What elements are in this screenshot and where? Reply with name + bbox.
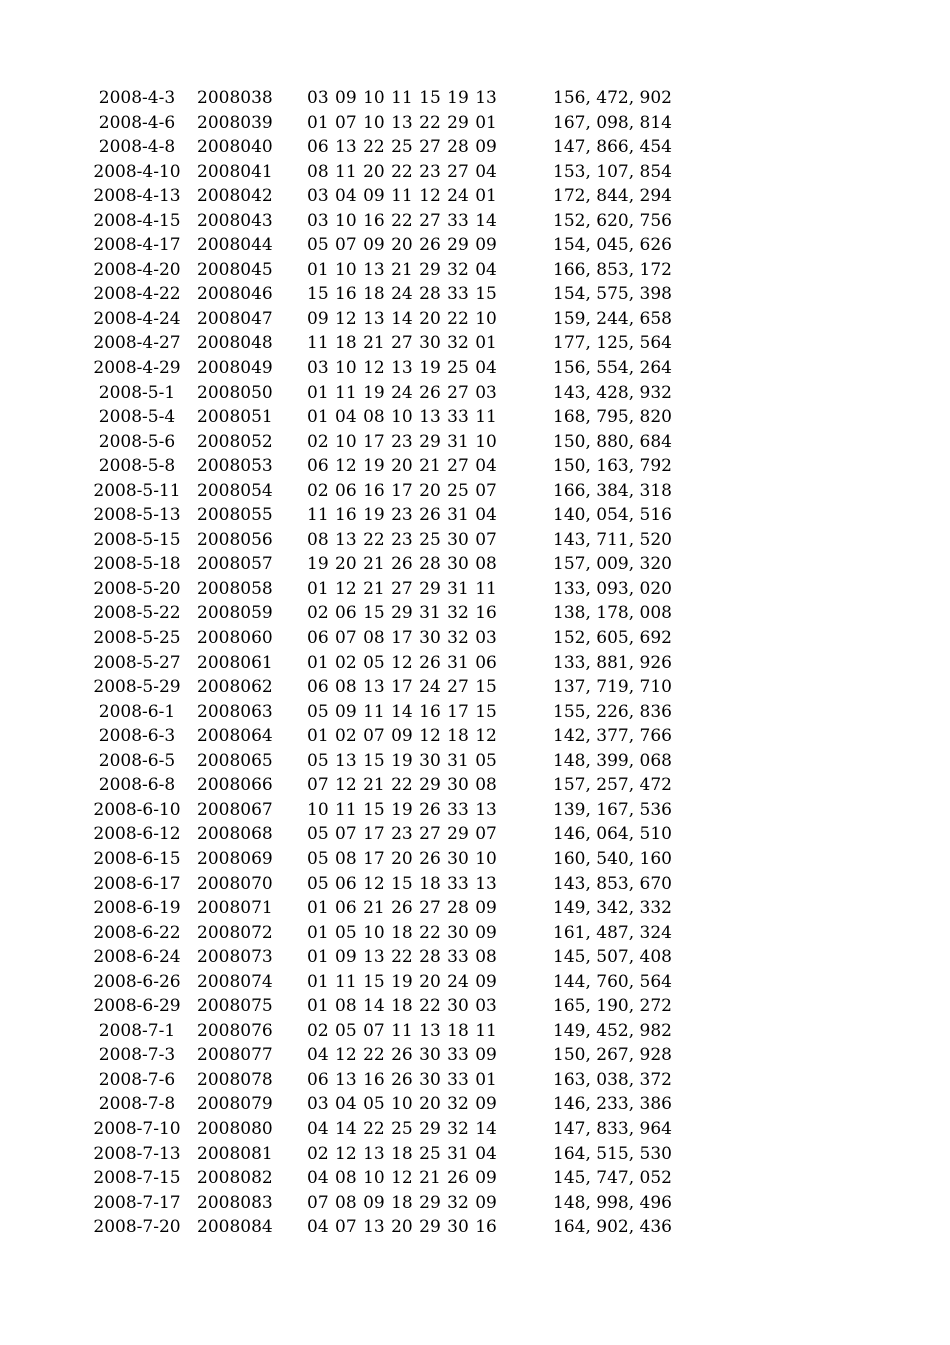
table-row [0,994,950,1019]
table-row [0,282,950,307]
date-cell: 2008-4-27 [93,333,181,354]
sales-amount-cell: 152, 605, 692 [553,628,672,649]
date-cell: 2008-4-17 [93,235,181,256]
winning-numbers-cell: 03 04 05 10 20 32 09 [307,1094,497,1115]
date-cell: 2008-4-6 [98,112,176,133]
sales-amount-cell: 150, 880, 684 [553,431,672,452]
date-cell: 2008-7-3 [98,1045,176,1066]
issue-number-cell: 2008077 [197,1045,273,1066]
table-row [0,675,950,700]
winning-numbers-cell: 08 11 20 22 23 27 04 [307,161,497,182]
date-cell: 2008-6-1 [98,701,176,722]
table-row [0,430,950,455]
table-row [0,233,950,258]
sales-amount-cell: 157, 009, 320 [553,554,672,575]
winning-numbers-cell: 10 11 15 19 26 33 13 [307,799,497,820]
winning-numbers-cell: 02 06 15 29 31 32 16 [307,603,497,624]
sales-amount-cell: 172, 844, 294 [553,186,672,207]
winning-numbers-cell: 03 10 16 22 27 33 14 [307,210,497,231]
issue-number-cell: 2008078 [197,1069,273,1090]
issue-number-cell: 2008072 [197,922,273,943]
issue-number-cell: 2008061 [197,652,273,673]
winning-numbers-cell: 06 13 16 26 30 33 01 [307,1069,497,1090]
table-row [0,381,950,406]
table-row [0,552,950,577]
table-row [0,258,950,283]
sales-amount-cell: 147, 866, 454 [553,137,672,158]
issue-number-cell: 2008066 [197,775,273,796]
date-cell: 2008-6-26 [93,971,181,992]
table-row [0,454,950,479]
winning-numbers-cell: 01 08 14 18 22 30 03 [307,996,497,1017]
table-row [0,773,950,798]
date-cell: 2008-7-13 [93,1143,181,1164]
sales-amount-cell: 147, 833, 964 [553,1118,672,1139]
winning-numbers-cell: 02 10 17 23 29 31 10 [307,431,497,452]
issue-number-cell: 2008053 [197,456,273,477]
table-row [0,651,950,676]
issue-number-cell: 2008059 [197,603,273,624]
winning-numbers-cell: 08 13 22 23 25 30 07 [307,529,497,550]
table-row [0,700,950,725]
winning-numbers-cell: 19 20 21 26 28 30 08 [307,554,497,575]
table-row [0,1142,950,1167]
date-cell: 2008-4-15 [93,210,181,231]
issue-number-cell: 2008069 [197,848,273,869]
date-cell: 2008-6-15 [93,848,181,869]
winning-numbers-cell: 11 16 19 23 26 31 04 [307,505,497,526]
winning-numbers-cell: 05 06 12 15 18 33 13 [307,873,497,894]
date-cell: 2008-6-3 [98,726,176,747]
date-cell: 2008-4-3 [98,88,176,108]
issue-number-cell: 2008083 [197,1192,273,1213]
winning-numbers-cell: 04 12 22 26 30 33 09 [307,1045,497,1066]
date-cell: 2008-5-18 [93,554,181,575]
winning-numbers-cell: 06 08 13 17 24 27 15 [307,677,497,698]
sales-amount-cell: 154, 045, 626 [553,235,672,256]
table-row [0,503,950,528]
issue-number-cell: 2008074 [197,971,273,992]
sales-amount-cell: 152, 620, 756 [553,210,672,231]
sales-amount-cell: 157, 257, 472 [553,775,672,796]
winning-numbers-cell: 06 07 08 17 30 32 03 [307,628,497,649]
issue-number-cell: 2008043 [197,210,273,231]
sales-amount-cell: 160, 540, 160 [553,848,672,869]
sales-amount-cell: 146, 064, 510 [553,824,672,845]
sales-amount-cell: 144, 760, 564 [553,971,672,992]
sales-amount-cell: 177, 125, 564 [553,333,672,354]
date-cell: 2008-4-20 [93,259,181,280]
date-cell: 2008-6-17 [93,873,181,894]
date-cell: 2008-6-8 [98,775,176,796]
date-cell: 2008-4-13 [93,186,181,207]
date-cell: 2008-6-29 [93,996,181,1017]
issue-number-cell: 2008082 [197,1168,273,1189]
winning-numbers-cell: 05 09 11 14 16 17 15 [307,701,497,722]
date-cell: 2008-4-8 [98,137,176,158]
winning-numbers-cell: 04 14 22 25 29 32 14 [307,1118,497,1139]
table-row [0,822,950,847]
issue-number-cell: 2008076 [197,1020,273,1041]
date-cell: 2008-5-22 [93,603,181,624]
date-cell: 2008-5-6 [98,431,176,452]
winning-numbers-cell: 01 11 19 24 26 27 03 [307,382,497,403]
winning-numbers-cell: 02 06 16 17 20 25 07 [307,480,497,501]
table-row [0,626,950,651]
issue-number-cell: 2008058 [197,578,273,599]
issue-number-cell: 2008045 [197,259,273,280]
table-row [0,135,950,160]
winning-numbers-cell: 05 07 09 20 26 29 09 [307,235,497,256]
winning-numbers-cell: 07 08 09 18 29 32 09 [307,1192,497,1213]
sales-amount-cell: 164, 515, 530 [553,1143,672,1164]
winning-numbers-cell: 02 12 13 18 25 31 04 [307,1143,497,1164]
table-row [0,1215,950,1240]
issue-number-cell: 2008070 [197,873,273,894]
date-cell: 2008-5-11 [93,480,181,501]
issue-number-cell: 2008041 [197,161,273,182]
sales-amount-cell: 140, 054, 516 [553,505,672,526]
issue-number-cell: 2008047 [197,308,273,329]
sales-amount-cell: 164, 902, 436 [553,1217,672,1238]
winning-numbers-cell: 01 02 05 12 26 31 06 [307,652,497,673]
date-cell: 2008-5-1 [98,382,176,403]
sales-amount-cell: 153, 107, 854 [553,161,672,182]
sales-amount-cell: 150, 267, 928 [553,1045,672,1066]
table-row [0,86,950,111]
sales-amount-cell: 148, 998, 496 [553,1192,672,1213]
issue-number-cell: 2008073 [197,947,273,968]
table-row [0,577,950,602]
date-cell: 2008-6-10 [93,799,181,820]
sales-amount-cell: 168, 795, 820 [553,407,672,428]
issue-number-cell: 2008062 [197,677,273,698]
issue-number-cell: 2008060 [197,628,273,649]
winning-numbers-cell: 01 07 10 13 22 29 01 [307,112,497,133]
issue-number-cell: 2008042 [197,186,273,207]
date-cell: 2008-4-29 [93,358,181,379]
sales-amount-cell: 145, 747, 052 [553,1168,672,1189]
sales-amount-cell: 165, 190, 272 [553,996,672,1017]
issue-number-cell: 2008050 [197,382,273,403]
issue-number-cell: 2008056 [197,529,273,550]
winning-numbers-cell: 03 09 10 11 15 19 13 [307,88,497,108]
date-cell: 2008-7-8 [98,1094,176,1115]
date-cell: 2008-6-24 [93,947,181,968]
issue-number-cell: 2008049 [197,358,273,379]
date-cell: 2008-5-8 [98,456,176,477]
table-row [0,1166,950,1191]
date-cell: 2008-6-19 [93,898,181,919]
sales-amount-cell: 149, 452, 982 [553,1020,672,1041]
winning-numbers-cell: 01 02 07 09 12 18 12 [307,726,497,747]
sales-amount-cell: 133, 881, 926 [553,652,672,673]
winning-numbers-cell: 01 09 13 22 28 33 08 [307,947,497,968]
table-row [0,1019,950,1044]
winning-numbers-cell: 15 16 18 24 28 33 15 [307,284,497,305]
sales-amount-cell: 159, 244, 658 [553,308,672,329]
date-cell: 2008-4-22 [93,284,181,305]
winning-numbers-cell: 01 11 15 19 20 24 09 [307,971,497,992]
issue-number-cell: 2008038 [197,88,273,108]
table-row [0,307,950,332]
winning-numbers-cell: 02 05 07 11 13 18 11 [307,1020,497,1041]
winning-numbers-cell: 04 07 13 20 29 30 16 [307,1217,497,1238]
issue-number-cell: 2008051 [197,407,273,428]
winning-numbers-cell: 05 08 17 20 26 30 10 [307,848,497,869]
table-row [0,405,950,430]
date-cell: 2008-5-15 [93,529,181,550]
sales-amount-cell: 139, 167, 536 [553,799,672,820]
date-cell: 2008-7-1 [98,1020,176,1041]
table-row [0,331,950,356]
winning-numbers-cell: 01 04 08 10 13 33 11 [307,407,497,428]
table-row [0,184,950,209]
date-cell: 2008-7-15 [93,1168,181,1189]
issue-number-cell: 2008052 [197,431,273,452]
winning-numbers-cell: 01 10 13 21 29 32 04 [307,259,497,280]
table-row [0,479,950,504]
sales-amount-cell: 137, 719, 710 [553,677,672,698]
sales-amount-cell: 166, 853, 172 [553,259,672,280]
table-row [0,1117,950,1142]
table-row [0,896,950,921]
sales-amount-cell: 142, 377, 766 [553,726,672,747]
sales-amount-cell: 155, 226, 836 [553,701,672,722]
sales-amount-cell: 148, 399, 068 [553,750,672,771]
sales-amount-cell: 163, 038, 372 [553,1069,672,1090]
sales-amount-cell: 133, 093, 020 [553,578,672,599]
table-row [0,209,950,234]
sales-amount-cell: 143, 428, 932 [553,382,672,403]
issue-number-cell: 2008057 [197,554,273,575]
sales-amount-cell: 156, 554, 264 [553,358,672,379]
issue-number-cell: 2008079 [197,1094,273,1115]
winning-numbers-cell: 01 12 21 27 29 31 11 [307,578,497,599]
date-cell: 2008-4-10 [93,161,181,182]
issue-number-cell: 2008048 [197,333,273,354]
issue-number-cell: 2008084 [197,1217,273,1238]
table-row [0,356,950,381]
winning-numbers-cell: 09 12 13 14 20 22 10 [307,308,497,329]
issue-number-cell: 2008054 [197,480,273,501]
issue-number-cell: 2008080 [197,1118,273,1139]
table-row [0,847,950,872]
issue-number-cell: 2008039 [197,112,273,133]
sales-amount-cell: 161, 487, 324 [553,922,672,943]
sales-amount-cell: 150, 163, 792 [553,456,672,477]
winning-numbers-cell: 11 18 21 27 30 32 01 [307,333,497,354]
date-cell: 2008-5-20 [93,578,181,599]
lottery-results-sheet [0,86,950,1240]
date-cell: 2008-5-29 [93,677,181,698]
date-cell: 2008-7-6 [98,1069,176,1090]
date-cell: 2008-6-5 [98,750,176,771]
issue-number-cell: 2008081 [197,1143,273,1164]
date-cell: 2008-7-20 [93,1217,181,1238]
table-row [0,749,950,774]
table-row [0,970,950,995]
date-cell: 2008-5-13 [93,505,181,526]
winning-numbers-cell: 07 12 21 22 29 30 08 [307,775,497,796]
table-row [0,724,950,749]
table-row [0,1068,950,1093]
table-row [0,528,950,553]
sales-amount-cell: 146, 233, 386 [553,1094,672,1115]
sales-amount-cell: 156, 472, 902 [553,88,672,108]
sales-amount-cell: 138, 178, 008 [553,603,672,624]
winning-numbers-cell: 05 07 17 23 27 29 07 [307,824,497,845]
winning-numbers-cell: 06 12 19 20 21 27 04 [307,456,497,477]
winning-numbers-cell: 04 08 10 12 21 26 09 [307,1168,497,1189]
sales-amount-cell: 143, 853, 670 [553,873,672,894]
winning-numbers-cell: 06 13 22 25 27 28 09 [307,137,497,158]
date-cell: 2008-7-17 [93,1192,181,1213]
issue-number-cell: 2008065 [197,750,273,771]
issue-number-cell: 2008068 [197,824,273,845]
winning-numbers-cell: 01 06 21 26 27 28 09 [307,898,497,919]
winning-numbers-cell: 01 05 10 18 22 30 09 [307,922,497,943]
table-row [0,111,950,136]
table-row [0,872,950,897]
date-cell: 2008-7-10 [93,1118,181,1139]
sales-amount-cell: 145, 507, 408 [553,947,672,968]
table-row [0,798,950,823]
winning-numbers-cell: 03 04 09 11 12 24 01 [307,186,497,207]
table-row [0,1092,950,1117]
sales-amount-cell: 166, 384, 318 [553,480,672,501]
table-row [0,1043,950,1068]
table-row [0,921,950,946]
table-row [0,945,950,970]
issue-number-cell: 2008044 [197,235,273,256]
date-cell: 2008-5-27 [93,652,181,673]
table-row [0,160,950,185]
date-cell: 2008-6-22 [93,922,181,943]
issue-number-cell: 2008040 [197,137,273,158]
table-row [0,1191,950,1216]
table-row [0,601,950,626]
sales-amount-cell: 149, 342, 332 [553,898,672,919]
winning-numbers-cell: 03 10 12 13 19 25 04 [307,358,497,379]
issue-number-cell: 2008071 [197,898,273,919]
date-cell: 2008-6-12 [93,824,181,845]
issue-number-cell: 2008075 [197,996,273,1017]
date-cell: 2008-5-25 [93,628,181,649]
issue-number-cell: 2008055 [197,505,273,526]
issue-number-cell: 2008063 [197,701,273,722]
sales-amount-cell: 154, 575, 398 [553,284,672,305]
sales-amount-cell: 167, 098, 814 [553,112,672,133]
sales-amount-cell: 143, 711, 520 [553,529,672,550]
date-cell: 2008-4-24 [93,308,181,329]
issue-number-cell: 2008064 [197,726,273,747]
issue-number-cell: 2008067 [197,799,273,820]
date-cell: 2008-5-4 [98,407,176,428]
issue-number-cell: 2008046 [197,284,273,305]
winning-numbers-cell: 05 13 15 19 30 31 05 [307,750,497,771]
